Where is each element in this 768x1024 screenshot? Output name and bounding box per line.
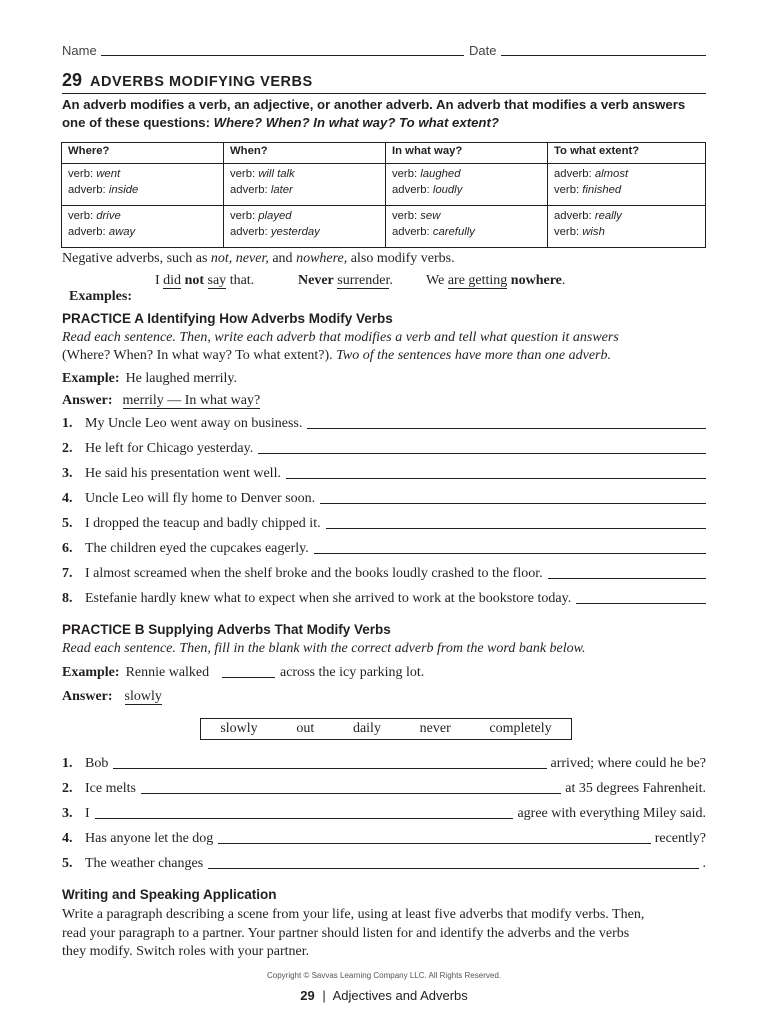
example-3: We are getting nowhere.: [426, 273, 566, 288]
item-number: 1.: [62, 756, 73, 771]
table-row: [62, 206, 706, 248]
practice-b-example: Example: Rennie walked: [62, 665, 210, 680]
table-cell: verb: drive adverb: away: [62, 206, 224, 248]
item-sentence: My Uncle Leo went away on business.: [85, 416, 303, 431]
answer-line[interactable]: [286, 478, 706, 479]
answer-line[interactable]: [320, 503, 706, 504]
answer-blank[interactable]: [141, 793, 561, 794]
item-number: 4.: [62, 491, 73, 506]
answer-line[interactable]: [258, 453, 706, 454]
name-field[interactable]: [101, 55, 464, 56]
item-sentence-start: Bob: [85, 756, 109, 771]
item-sentence: He left for Chicago yesterday.: [85, 441, 254, 456]
example-1: I did not say that.: [155, 273, 255, 288]
practice-b-heading: PRACTICE B Supplying Adverbs That Modify Verbs: [62, 622, 391, 637]
intro-text: [62, 96, 712, 132]
example-blank: [222, 677, 275, 678]
practice-a-example: Example: He laughed merrily.: [62, 371, 238, 386]
item-sentence: I almost screamed when the shelf broke and the books loudly crashed to the floor.: [85, 566, 543, 581]
item-number: 5.: [62, 516, 73, 531]
item-sentence-end: agree with everything Miley said.: [517, 806, 706, 821]
item-sentence-start: The weather changes: [85, 856, 204, 871]
answer-blank[interactable]: [95, 818, 514, 819]
practice-b-instructions: Read each sentence. Then, fill in the blank with the correct adverb from the word bank below.: [62, 641, 586, 656]
item-sentence: Uncle Leo will fly home to Denver soon.: [85, 491, 316, 506]
practice-a-heading: PRACTICE A Identifying How Adverbs Modify Verbs: [62, 311, 393, 326]
intro-line-2: one of these questions: Where? When? In what way? To what extent?: [62, 115, 499, 130]
item-sentence: Estefanie hardly knew what to expect when she arrived to work at the bookstore today.: [85, 591, 572, 606]
intro-line-1: An adverb modifies a verb, an adjective, or another adverb. An adverb that modifies a verb answers: [62, 97, 686, 112]
table-cell: verb: sew adverb: carefully: [386, 206, 548, 248]
adverb-question-table: [61, 142, 706, 248]
answer-blank[interactable]: [208, 868, 698, 869]
item-sentence: He said his presentation went well.: [85, 466, 281, 481]
table-cell: verb: played adverb: yesterday: [224, 206, 386, 248]
copyright-notice: Copyright © Savvas Learning Company LLC. All Rights Reserved.: [266, 971, 501, 980]
page-title: [62, 70, 313, 91]
application-heading: Writing and Speaking Application: [62, 887, 277, 902]
item-sentence-start: I: [85, 806, 90, 821]
date-field[interactable]: [501, 55, 706, 56]
table-cell: verb: will talk adverb: later: [224, 164, 386, 206]
title-rule: [62, 93, 706, 94]
item-number: 8.: [62, 591, 73, 606]
item-number: 2.: [62, 781, 73, 796]
table-cell: verb: laughed adverb: loudly: [386, 164, 548, 206]
item-sentence-end: arrived; where could he be?: [550, 756, 706, 771]
answer-line[interactable]: [576, 603, 706, 604]
table-header: Where?: [62, 143, 224, 164]
lesson-number: 29: [62, 70, 83, 90]
item-sentence-start: Has anyone let the dog: [85, 831, 214, 846]
table-header: When?: [224, 143, 386, 164]
footer-separator: |: [322, 988, 326, 1003]
answer-blank[interactable]: [218, 843, 650, 844]
item-number: 5.: [62, 856, 73, 871]
answer-line[interactable]: [326, 528, 706, 529]
item-sentence: I dropped the teacup and badly chipped it.: [85, 516, 321, 531]
word-bank-item: daily: [352, 721, 381, 736]
page-number: 29: [300, 988, 315, 1003]
practice-b-example-end: across the icy parking lot.: [280, 665, 425, 680]
table-header: In what way?: [386, 143, 548, 164]
item-sentence-end: at 35 degrees Fahrenheit.: [565, 781, 706, 796]
table-cell: adverb: almost verb: finished: [548, 164, 706, 206]
negative-examples: [62, 273, 132, 305]
practice-b-answer: Answer: slowly: [62, 689, 162, 704]
answer-blank[interactable]: [113, 768, 546, 769]
table-header: To what extent?: [548, 143, 706, 164]
practice-a-answer: Answer: merrily — In what way?: [62, 393, 261, 408]
word-bank: [200, 718, 572, 740]
item-number: 6.: [62, 541, 73, 556]
negative-adverbs-note: Negative adverbs, such as not, never, and nowhere, also modify verbs.: [62, 251, 455, 266]
item-number: 7.: [62, 566, 73, 581]
lesson-title: ADVERBS MODIFYING VERBS: [90, 74, 313, 90]
item-number: 1.: [62, 416, 73, 431]
answer-line[interactable]: [548, 578, 706, 579]
table-row: [62, 164, 706, 206]
item-number: 3.: [62, 466, 73, 481]
item-number: 2.: [62, 441, 73, 456]
practice-a-instructions-2: (Where? When? In what way? To what extent?). Two of the sentences have more than one adverb.: [62, 348, 611, 363]
item-number: 4.: [62, 831, 73, 846]
page-footer: [0, 988, 768, 1003]
name-label: Name: [62, 43, 97, 58]
item-sentence-end: recently?: [654, 831, 706, 846]
example-2: Never surrender.: [298, 273, 393, 288]
footer-section: Adjectives and Adverbs: [332, 988, 468, 1003]
word-bank-item: slowly: [220, 721, 258, 736]
application-text: Write a paragraph describing a scene from your life, using at least five adverbs that modify verbs. Then, read your paragraph to a partner. Your partner should listen for and identify the adverbs and the verbs they modify. Switch roles with your partner.: [62, 907, 645, 959]
item-sentence: The children eyed the cupcakes eagerly.: [85, 541, 309, 556]
word-bank-item: never: [419, 721, 451, 736]
word-bank-item: out: [296, 721, 315, 736]
practice-a-instructions: Read each sentence. Then, write each adverb that modifies a verb and tell what question it answers: [62, 330, 619, 345]
item-number: 3.: [62, 806, 73, 821]
answer-line[interactable]: [307, 428, 706, 429]
item-sentence-end: .: [702, 856, 706, 871]
date-label: Date: [469, 43, 497, 58]
word-bank-item: completely: [489, 721, 552, 736]
answer-line[interactable]: [314, 553, 706, 554]
examples-label: Examples:: [69, 289, 132, 304]
item-sentence-start: Ice melts: [85, 781, 136, 796]
table-cell: adverb: really verb: wish: [548, 206, 706, 248]
table-cell: verb: went adverb: inside: [62, 164, 224, 206]
